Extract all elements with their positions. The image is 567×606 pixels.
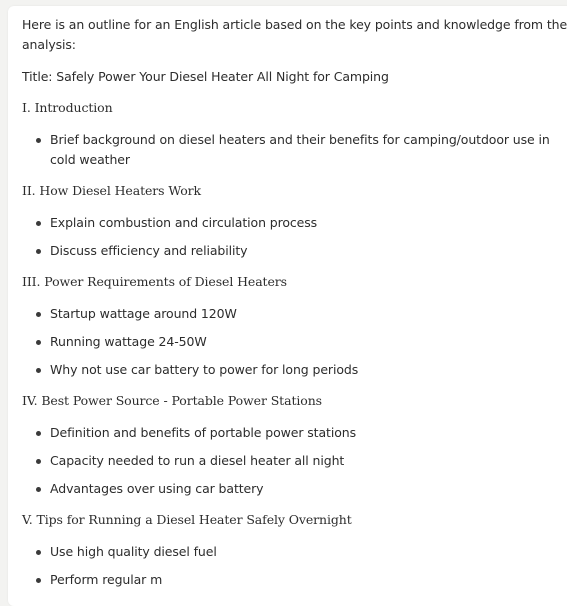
bullet-icon [36, 249, 41, 254]
bullet-icon [36, 340, 41, 345]
list-item: Definition and benefits of portable power stations [50, 425, 357, 440]
bullet-icon [36, 487, 41, 492]
bullet-icon [36, 312, 41, 317]
article-title: Title: Safely Power Your Diesel Heater All Night for Camping [22, 69, 389, 84]
intro-text-line-1: Here is an outline for an English article based on the key points and knowledge from the [22, 17, 567, 32]
bullet-icon [36, 138, 41, 143]
list-item-continuation: cold weather [50, 152, 130, 167]
list-item: Discuss efficiency and reliability [50, 243, 248, 258]
bullet-icon [36, 221, 41, 226]
list-item: Brief background on diesel heaters and their benefits for camping/outdoor use in [50, 132, 550, 147]
message-card [8, 6, 567, 606]
bullet-icon [36, 578, 41, 583]
intro-text-line-2: analysis: [22, 37, 76, 52]
bullet-icon [36, 431, 41, 436]
list-item: Perform regular m [50, 572, 163, 587]
bullet-icon [36, 550, 41, 555]
section-heading-best-power-source: IV. Best Power Source - Portable Power Stations [22, 393, 322, 408]
list-item: Why not use car battery to power for long periods [50, 362, 359, 377]
list-item: Advantages over using car battery [50, 481, 264, 496]
list-item: Running wattage 24-50W [50, 334, 207, 349]
section-heading-how-heaters-work: II. How Diesel Heaters Work [22, 183, 202, 198]
list-item: Capacity needed to run a diesel heater all night [50, 453, 345, 468]
list-item: Explain combustion and circulation process [50, 215, 318, 230]
bullet-icon [36, 368, 41, 373]
section-heading-tips: V. Tips for Running a Diesel Heater Safely Overnight [22, 512, 352, 527]
section-heading-introduction: I. Introduction [22, 100, 113, 115]
section-heading-power-requirements: III. Power Requirements of Diesel Heaters [22, 274, 287, 289]
list-item: Startup wattage around 120W [50, 306, 237, 321]
list-item: Use high quality diesel fuel [50, 544, 217, 559]
bullet-icon [36, 459, 41, 464]
